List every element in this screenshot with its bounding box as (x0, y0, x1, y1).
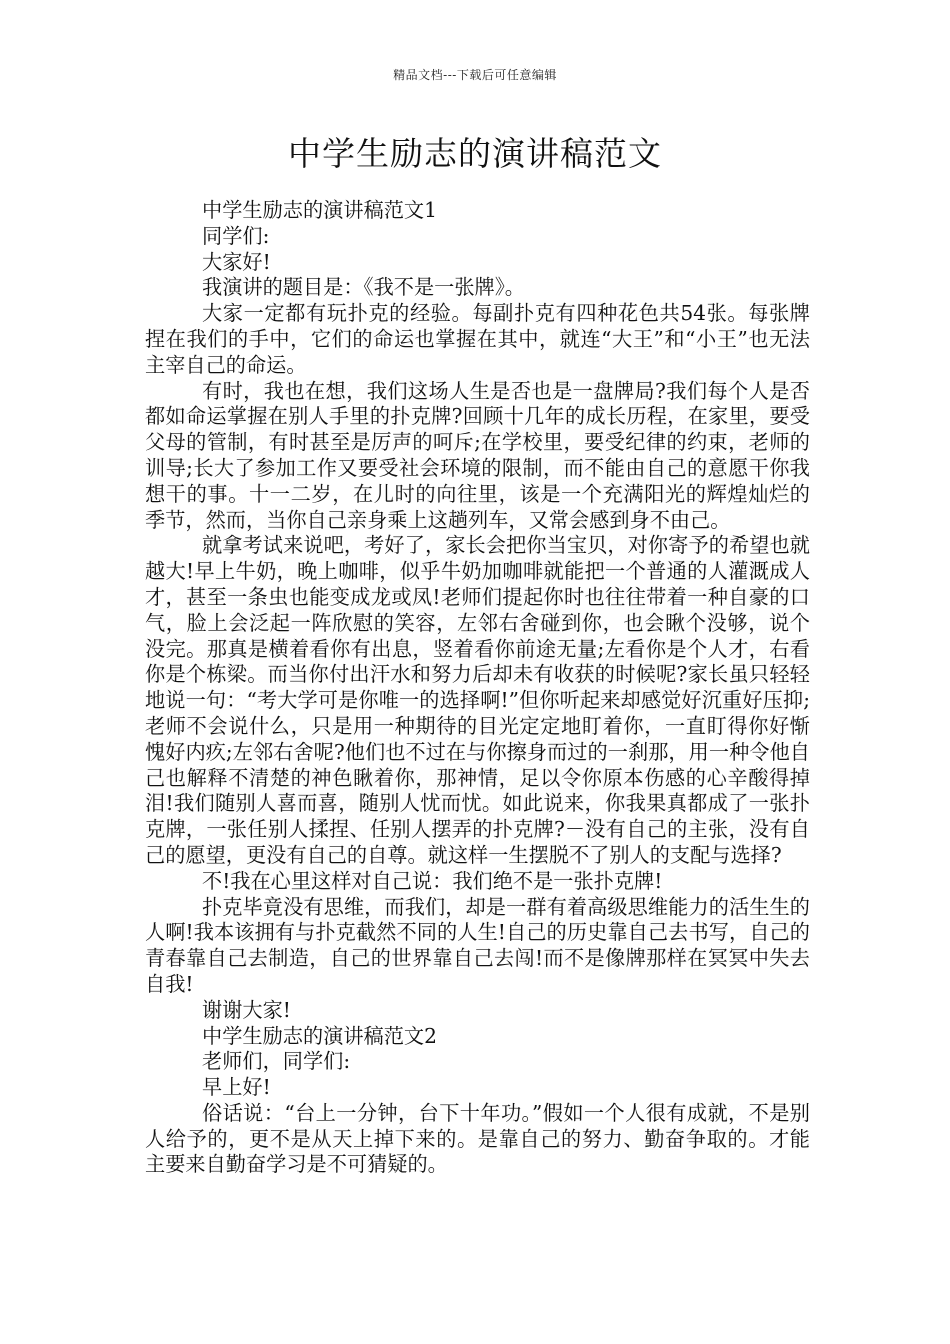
document-title: 中学生励志的演讲稿范文 (288, 134, 662, 173)
salutation: 同学们: (202, 223, 270, 248)
greeting: 早上好! (202, 1075, 271, 1100)
section-heading-1: 中学生励志的演讲稿范文1 (202, 198, 437, 222)
document-body (145, 198, 810, 1178)
header-note: 精品文档---下载后可任意编辑 (393, 68, 557, 82)
closing-thanks: 谢谢大家! (202, 997, 291, 1022)
section-heading-2: 中学生励志的演讲稿范文2 (202, 1023, 437, 1048)
body-paragraph: 俗话说：“台上一分钟，台下十年功。”假如一个人很有成就，不是别人给予的，更不是从天上掉下来的。是靠自己的努力、勤奋争取的。才能主要来自勤奋学习是不可猜疑的。 (145, 1100, 810, 1177)
body-paragraph: 就拿考试来说吧，考好了，家长会把你当宝贝，对你寄予的希望也就越大!早上牛奶，晚上咖啡，似乎牛奶加咖啡就能把一个普通的人灌溉成人才，甚至一条虫也能变成龙或凤!老师们提起你时也往往带着一种自豪的口气，脸上会泛起一阵欣慰的笑容，左邻右舍碰到你，也会瞅个没够，说个没完。那真是横着看你有出息，竖着看你前途无量;左看你是个人才，右看你是个栋梁。而当你付出汗水和努力后却未有收获的时候呢?家长虽只轻轻地说一句：“考大学可是你唯一的选择啊!”但你听起来却感觉好沉重好压抑;老师不会说什么，只是用一种期待的目光定定地盯着你，一直盯得你好惭愧好内疚;左邻右舍呢?他们也不过在与你擦身而过的一刹那，用一种令他自己也解释不清楚的神色瞅着你，那神情，足以令你原本伤感的心辛酸得掉泪!我们随别人喜而喜，随别人忧而忧。如此说来，你我果真都成了一张扑克牌，一张任别人揉捏、任别人摆弄的扑克牌?－没有自己的主张，没有自己的愿望，更没有自己的自尊。就这样一生摆脱不了别人的支配与选择? (145, 533, 810, 867)
speech-topic: 我演讲的题目是：《我不是一张牌》。 (202, 275, 525, 300)
body-paragraph: 有时，我也在想，我们这场人生是否也是一盘牌局?我们每个人是否都如命运掌握在别人手里的扑克牌?回顾十几年的成长历程，在家里，要受父母的管制，有时甚至是厉声的呵斥;在学校里，要受纪律的约束，老师的训导;长大了参加工作又要受社会环境的限制，而不能由自己的意愿干你我想干的事。十一二岁，在儿时的向往里，该是一个充满阳光的辉煌灿烂的季节，然而，当你自己亲身乘上这趟列车，又常会感到身不由己。 (145, 378, 810, 532)
body-paragraph: 大家一定都有玩扑克的经验。每副扑克有四种花色共54张。每张牌捏在我们的手中，它们的命运也掌握在其中，就连“大王”和“小王”也无法主宰自己的命运。 (145, 301, 810, 377)
body-paragraph: 扑克毕竟没有思维，而我们，却是一群有着高级思维能力的活生生的人啊!我本该拥有与扑克截然不同的人生!自己的历史靠自己去书写，自己的青春靠自己去制造，自己的世界靠自己去闯!而不是像牌那样在冥冥中失去自我! (145, 894, 810, 996)
greeting: 大家好! (202, 249, 271, 274)
salutation: 老师们，同学们: (202, 1049, 351, 1074)
body-paragraph: 不!我在心里这样对自己说：我们绝不是一张扑克牌! (202, 868, 663, 893)
